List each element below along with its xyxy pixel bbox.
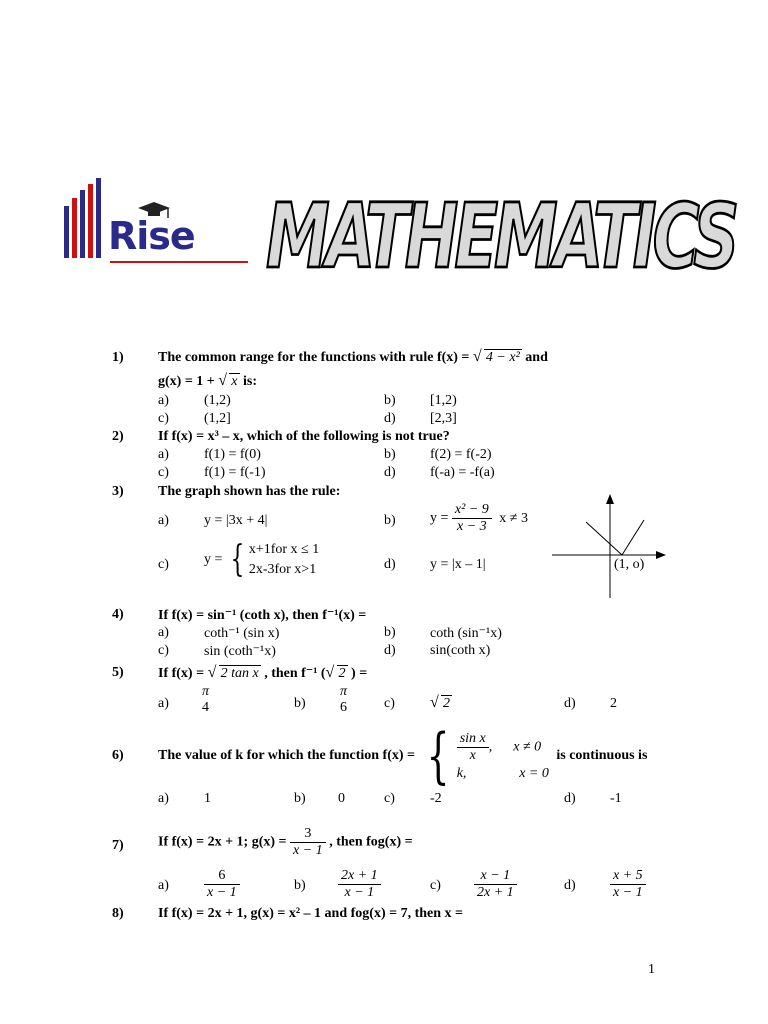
q5-b-den: 6 xyxy=(340,700,347,715)
q7-a-den: x − 1 xyxy=(207,885,237,900)
q2-opt-d: f(-a) = -f(a) xyxy=(430,465,495,480)
q1-opt-d: [2,3] xyxy=(430,411,457,426)
q6-p1-den: x xyxy=(469,747,476,763)
q1-number: 1) xyxy=(112,350,124,365)
q5-a-num: π xyxy=(202,684,210,699)
q1-opt-a-key: a) xyxy=(158,393,169,408)
q1-line2a: g(x) = 1 + xyxy=(158,374,219,389)
q1-radical-1 xyxy=(473,350,522,366)
q5-post: ) = xyxy=(347,666,368,681)
q3-b-pre: y = xyxy=(430,510,452,526)
q3-b-fraction xyxy=(452,502,492,535)
graph-x-arrow-icon xyxy=(656,551,666,559)
q7-c-den: 2x + 1 xyxy=(477,885,514,900)
q7-d-num: x + 5 xyxy=(610,868,646,885)
q4-opt-b: coth (sin⁻¹x) xyxy=(430,626,502,641)
q2-text: If f(x) = x³ – x, which of the following is not true? xyxy=(158,429,450,444)
q6-p2: k, xyxy=(456,765,467,781)
q5-b-num: π xyxy=(340,684,348,699)
q7-g-den: x − 1 xyxy=(293,843,323,858)
q3-c-line1: x+1for x ≤ 1 xyxy=(248,542,320,557)
q6-opt-a: 1 xyxy=(204,791,211,806)
q5-radicand-1: 2 tan x xyxy=(220,666,259,681)
q3-c-cases xyxy=(249,540,319,580)
page-title: MATHEMATICS xyxy=(266,186,736,290)
q7-g-fraction xyxy=(290,826,326,859)
q3-opt-a: y = |3x + 4| xyxy=(204,513,268,528)
q5-radical-2 xyxy=(326,666,348,682)
logo-text: Rise xyxy=(108,214,195,258)
q7-b-den: x − 1 xyxy=(344,885,375,900)
q1-opt-b: [1,2) xyxy=(430,393,457,408)
q6-pre: The value of k for which the function f(x) = xyxy=(158,748,419,763)
q5-a-den: 4 xyxy=(202,700,209,715)
q4-opt-a-key: a) xyxy=(158,625,169,640)
q1-opt-d-key: d) xyxy=(384,411,396,426)
q3-c-pre: y = xyxy=(204,552,226,567)
q2-opt-c: f(1) = f(-1) xyxy=(204,465,266,480)
q5-opt-b xyxy=(340,684,347,716)
q5-c-radical xyxy=(430,696,452,712)
q7-opt-b-key: b) xyxy=(294,878,306,893)
q7-c-num: x − 1 xyxy=(474,868,517,885)
q4-opt-a: coth⁻¹ (sin x) xyxy=(204,626,280,641)
left-brace-icon: { xyxy=(426,721,450,791)
q3-text: The graph shown has the rule: xyxy=(158,484,341,499)
q3-c-line2: 2x-3for x>1 xyxy=(248,562,317,577)
q7-post: , then fog(x) = xyxy=(325,834,413,850)
q6-opt-c-key: c) xyxy=(384,791,395,806)
q3-opt-b xyxy=(430,502,528,535)
q7-b-num: 2x + 1 xyxy=(338,868,381,885)
q6-case-2 xyxy=(457,766,549,782)
q5-pre: If f(x) = xyxy=(158,666,208,681)
q6-opt-b-key: b) xyxy=(294,791,306,806)
q7-opt-a xyxy=(204,868,240,901)
q5-opt-d: 2 xyxy=(610,696,617,711)
q1-opt-c-key: c) xyxy=(158,411,169,426)
q2-number: 2) xyxy=(112,429,124,444)
q3-number: 3) xyxy=(112,484,124,499)
q6-opt-d-key: d) xyxy=(564,791,576,806)
q8-text: If f(x) = 2x + 1, g(x) = x² – 1 and fog(x) = 7, then x = xyxy=(158,906,464,921)
q2-opt-a-key: a) xyxy=(158,447,169,462)
q2-opt-d-key: d) xyxy=(384,465,396,480)
q7-opt-a-key: a) xyxy=(158,878,169,893)
graph-y-arrow-icon xyxy=(606,494,614,504)
q2-opt-a: f(1) = f(0) xyxy=(204,447,261,462)
q1-line2 xyxy=(158,374,257,390)
q6-text xyxy=(158,721,648,791)
q6-post: is continuous is xyxy=(552,748,648,763)
q6-opt-c: -2 xyxy=(430,791,442,806)
q6-opt-b: 0 xyxy=(338,791,345,806)
q7-opt-c-key: c) xyxy=(430,878,441,893)
q8-number: 8) xyxy=(112,906,124,921)
q4-opt-d: sin(coth x) xyxy=(430,643,491,658)
q5-number: 5) xyxy=(112,665,124,680)
q7-opt-d xyxy=(610,868,646,901)
q1-mid: and xyxy=(521,350,548,365)
q5-radicand-2: 2 xyxy=(338,666,346,681)
q7-opt-d-key: d) xyxy=(564,878,576,893)
q3-opt-a-key: a) xyxy=(158,513,169,528)
q4-opt-c-key: c) xyxy=(158,643,169,658)
q3-b-den: x − 3 xyxy=(457,519,487,534)
q3-graph xyxy=(550,494,670,604)
q4-number: 4) xyxy=(112,607,124,622)
q1-radicand-2: x xyxy=(231,374,238,389)
q4-opt-d-key: d) xyxy=(384,643,396,658)
graph-right-branch xyxy=(622,520,644,555)
graph-left-branch xyxy=(586,522,622,555)
q3-b-post: x ≠ 3 xyxy=(499,510,528,526)
q7-text xyxy=(158,826,413,859)
page-number: 1 xyxy=(648,962,655,977)
q7-opt-c xyxy=(474,868,517,901)
q3-opt-c xyxy=(204,540,319,580)
q6-opt-a-key: a) xyxy=(158,791,169,806)
q5-radical-1 xyxy=(208,666,261,682)
q7-g-num: 3 xyxy=(290,826,326,843)
q4-opt-b-key: b) xyxy=(384,625,396,640)
q6-case1-fraction xyxy=(457,731,489,764)
q5-opt-d-key: d) xyxy=(564,696,576,711)
q2-opt-c-key: c) xyxy=(158,465,169,480)
q1-radical-2 xyxy=(218,374,239,390)
rise-logo xyxy=(62,176,248,266)
q3-opt-d: y = |x – 1| xyxy=(430,557,486,572)
q6-p2-cond: x = 0 xyxy=(519,765,549,781)
q7-pre: If f(x) = 2x + 1; g(x) = xyxy=(158,834,291,850)
left-brace-icon: { xyxy=(230,539,245,580)
q3-b-num: x² − 9 xyxy=(452,502,492,519)
q6-p1-num: sin x xyxy=(457,731,489,748)
q1-line1 xyxy=(158,350,548,366)
q1-radicand-1: 4 − x² xyxy=(485,350,520,365)
q5-opt-a-key: a) xyxy=(158,696,169,711)
q4-text: If f(x) = sin⁻¹ (coth x), then f⁻¹(x) = xyxy=(158,608,367,623)
q5-opt-b-key: b) xyxy=(294,696,306,711)
q1-opt-c: (1,2] xyxy=(204,411,231,426)
q1-pre: The common range for the functions with rule f(x) = xyxy=(158,350,473,365)
q3-opt-d-key: d) xyxy=(384,557,396,572)
q3-opt-c-key: c) xyxy=(158,557,169,572)
q7-opt-b xyxy=(338,868,381,901)
q7-d-den: x − 1 xyxy=(613,885,643,900)
q1-line2b: is: xyxy=(239,374,257,389)
q5-opt-c xyxy=(430,696,452,712)
q2-opt-b-key: b) xyxy=(384,447,396,462)
q4-opt-c: sin (coth⁻¹x) xyxy=(204,644,276,659)
q5-opt-c-key: c) xyxy=(384,696,395,711)
q5-mid: , then f⁻¹ ( xyxy=(260,666,326,681)
q3-opt-b-key: b) xyxy=(384,513,396,528)
q5-opt-a xyxy=(202,684,209,716)
q6-case-1: $\frac{\text{sin x}}{x}$ , x ≠ 0 xyxy=(457,731,549,764)
q5-c-radicand: 2 xyxy=(443,696,450,711)
q6-cases xyxy=(457,731,549,782)
q7-a-num: 6 xyxy=(204,868,240,885)
q5-text xyxy=(158,665,367,682)
q6-opt-d: -1 xyxy=(610,791,622,806)
q3-graph-label: (1, o) xyxy=(614,557,645,572)
q6-number: 6) xyxy=(112,748,124,763)
q2-opt-b: f(2) = f(-2) xyxy=(430,447,492,462)
q1-opt-a: (1,2) xyxy=(204,393,231,408)
q1-opt-b-key: b) xyxy=(384,393,396,408)
q6-p1-cond: x ≠ 0 xyxy=(513,739,542,754)
q7-number: 7) xyxy=(112,838,124,853)
